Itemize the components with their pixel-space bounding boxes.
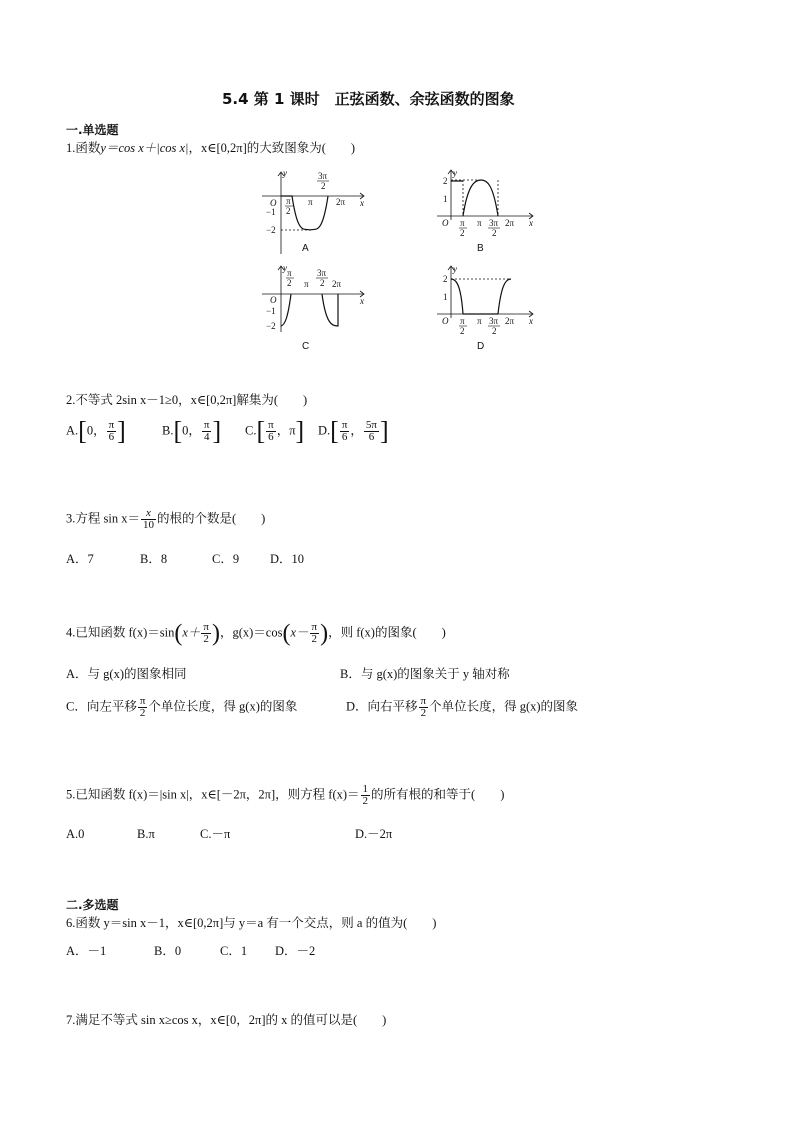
- graph-b-tick-3pi-half-den: 2: [492, 228, 497, 238]
- graph-b-tick-2pi: 2π: [505, 218, 515, 228]
- graph-b-tick-pi: π: [477, 218, 482, 228]
- question-1-stem: [66, 140, 355, 156]
- graph-a-tick-pi: π: [308, 197, 313, 207]
- q6-option-c[interactable]: C．1: [220, 944, 248, 958]
- graph-b-x-label: x: [529, 218, 533, 228]
- graph-c-tick-3pi-half-den: 2: [320, 278, 325, 288]
- question-5-stem: 5.已知函数 f(x)＝|sin x|，x∈[－2π，2π]，则方程 f(x)＝ $\frac{1}{2}$ 的所有根的和等于( ): [66, 783, 505, 807]
- graph-c-curve-left: [281, 294, 291, 326]
- graph-c-y-label: y: [283, 263, 287, 273]
- graph-a-origin: O: [270, 198, 277, 208]
- q3-option-a[interactable]: A．7: [66, 552, 94, 566]
- q3-option-d[interactable]: D．10: [270, 552, 305, 566]
- graph-a: [254, 166, 369, 258]
- q1-formula: y＝cos x＋|cos x|: [100, 141, 189, 155]
- page-title: 5.4 第 1 课时 正弦函数、余弦函数的图象: [222, 90, 515, 108]
- q5-option-a[interactable]: A.0: [66, 827, 85, 841]
- graph-a-x-label: x: [360, 198, 364, 208]
- section-heading-single-choice: 一.单选题: [66, 123, 119, 137]
- graph-d: [423, 262, 538, 354]
- graph-d-tick-3pi-half-num: 3π: [489, 316, 499, 326]
- graph-c-x-label: x: [360, 296, 364, 306]
- q2-option-c[interactable]: C.[ $\frac{\pi}{6}$ ，π]: [245, 416, 305, 446]
- question-2-stem: 2.不等式 2sin x－1≥0，x∈[0,2π]解集为( ): [66, 393, 308, 407]
- graph-d-tick-pi: π: [477, 316, 482, 326]
- graph-b-origin: O: [442, 218, 449, 228]
- graph-a-tick-neg2: −2: [266, 225, 276, 235]
- graph-c-tick-3pi-half-num: 3π: [317, 268, 327, 278]
- graph-d-tick-pi-half-num: π: [460, 316, 465, 326]
- q4-option-d[interactable]: D．向右平移 $\frac{\pi}{2}$ 个单位长度，得 g(x)的图象: [346, 695, 579, 719]
- q2-option-b[interactable]: B.[0， $\frac{\pi}{4}$ ]: [162, 416, 222, 446]
- graph-b-curve: [451, 180, 498, 216]
- graph-d-tick-2: 2: [443, 274, 448, 284]
- graph-c-tick-pi: π: [304, 279, 309, 289]
- graph-c-tick-2pi: 2π: [332, 279, 342, 289]
- q1-prefix: 1.函数: [66, 141, 101, 155]
- graph-b: [423, 166, 538, 258]
- graph-d-tick-1: 1: [443, 292, 448, 302]
- question-3-stem: 3.方程 sin x＝ $\frac{x}{10}$ 的根的个数是( ): [66, 507, 266, 531]
- graph-d-y-label: y: [453, 264, 457, 274]
- q6-option-d[interactable]: D．－2: [275, 944, 316, 958]
- q6-option-b[interactable]: B．0: [154, 944, 182, 958]
- graph-a-tick-3pi-half-num: 3π: [318, 171, 328, 181]
- q3-option-b[interactable]: B．8: [140, 552, 168, 566]
- graph-a-y-label: y: [283, 168, 287, 178]
- graph-c-tick-pi-half-den: 2: [287, 278, 292, 288]
- question-6-stem: 6.函数 y＝sin x－1，x∈[0,2π]与 y＝a 有一个交点，则 a 的值为( ): [66, 916, 437, 930]
- graph-a-tick-pi-half-num: π: [286, 196, 291, 206]
- graph-d-label: D: [477, 341, 485, 352]
- graph-d-tick-pi-half-den: 2: [460, 326, 465, 336]
- graph-a-label: A: [302, 243, 309, 254]
- graph-d-curve-left: [451, 279, 463, 314]
- q5-option-c[interactable]: C.－π: [200, 827, 231, 841]
- graph-a-tick-3pi-half-den: 2: [321, 181, 326, 191]
- q4-option-b[interactable]: B．与 g(x)的图象关于 y 轴对称: [340, 667, 510, 681]
- q2-option-d[interactable]: D.[ $\frac{\pi}{6}$ ， $\frac{5\pi}{6}$ ]: [318, 416, 389, 446]
- q4-option-c[interactable]: C．向左平移 $\frac{\pi}{2}$ 个单位长度，得 g(x)的图象: [66, 695, 298, 719]
- graph-b-label: B: [477, 243, 484, 254]
- graph-d-tick-3pi-half-den: 2: [492, 326, 497, 336]
- graph-c-curve-right: [322, 294, 338, 326]
- q3-option-c[interactable]: C．9: [212, 552, 240, 566]
- q6-option-a[interactable]: A．－1: [66, 944, 107, 958]
- section-heading-multi-choice: 二.多选题: [66, 898, 119, 912]
- graph-b-tick-1: 1: [443, 194, 448, 204]
- question-4-stem: 4.已知函数 f(x)＝sin(x＋ $\frac{\pi}{2}$ )，g(x)＝cos(x－ $\frac{\pi}{2}$ )，则 f(x)的图象( ): [66, 620, 446, 647]
- graph-d-tick-2pi: 2π: [505, 316, 515, 326]
- graph-d-curve-right: [498, 279, 511, 314]
- graph-a-tick-pi-half-den: 2: [286, 206, 291, 216]
- graph-a-tick-2pi: 2π: [336, 197, 346, 207]
- q4-option-a[interactable]: A．与 g(x)的图象相同: [66, 667, 187, 681]
- graph-b-tick-3pi-half-num: 3π: [489, 218, 499, 228]
- graph-c: [254, 262, 369, 354]
- graph-b-tick-pi-half-den: 2: [460, 228, 465, 238]
- graph-d-origin: O: [442, 316, 449, 326]
- graph-c-tick-neg2: −2: [266, 321, 276, 331]
- graph-b-tick-pi-half-num: π: [460, 218, 465, 228]
- graph-c-tick-pi-half-num: π: [287, 268, 292, 278]
- graph-c-origin: O: [270, 295, 277, 305]
- graph-b-tick-2: 2: [443, 176, 448, 186]
- question-7-stem: 7.满足不等式 sin x≥cos x，x∈[0，2π]的 x 的值可以是( ): [66, 1013, 387, 1027]
- q5-option-d[interactable]: D.－2π: [355, 827, 393, 841]
- graph-b-y-label: y: [453, 168, 457, 178]
- graph-c-label: C: [302, 341, 310, 352]
- q5-option-b[interactable]: B.π: [137, 827, 155, 841]
- q1-domain: ，x∈[0,2π]: [188, 141, 247, 155]
- graph-d-x-label: x: [529, 316, 533, 326]
- q1-suffix: 的大致图象为( ): [246, 141, 356, 155]
- graph-a-tick-neg1: −1: [266, 207, 276, 217]
- q2-option-a[interactable]: A.[0， $\frac{\pi}{6}$ ]: [66, 416, 126, 446]
- graph-c-tick-neg1: −1: [266, 306, 276, 316]
